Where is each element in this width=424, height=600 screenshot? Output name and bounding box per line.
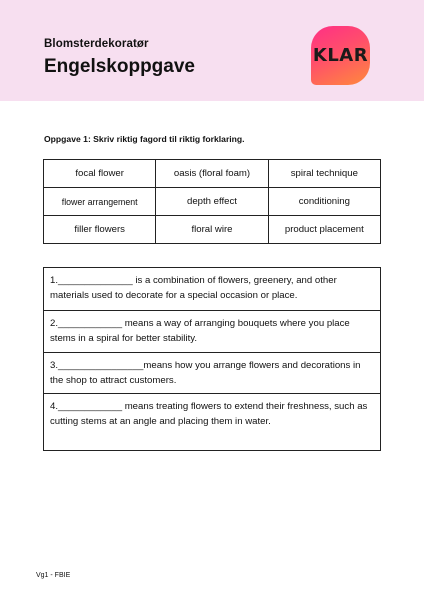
table-row: [44, 188, 381, 216]
klar-logo: [311, 26, 370, 85]
term-cell: focal flower: [44, 160, 156, 188]
task-instruction: Oppgave 1: Skriv riktig fagord til riktig forklaring.: [44, 134, 245, 144]
footer-label: Vg1 - FBIE: [36, 572, 71, 579]
table-row: [44, 160, 381, 188]
table-row: [44, 216, 381, 244]
term-cell: product placement: [268, 216, 380, 244]
terms-table: [43, 159, 381, 244]
term-cell: floral wire: [156, 216, 268, 244]
question-item: 2.____________ means a way of arranging bouquets where you place stems in a spiral for better stability.: [44, 310, 380, 352]
questions-box: [43, 267, 381, 451]
term-cell: depth effect: [156, 188, 268, 216]
term-cell: conditioning: [268, 188, 380, 216]
question-item: 4.____________ means treating flowers to extend their freshness, such as cutting stems at an angle and placing them in water.: [44, 393, 380, 450]
header-banner: [0, 0, 424, 101]
term-cell: filler flowers: [44, 216, 156, 244]
term-cell: flower arrangement: [44, 188, 156, 216]
page-title: Engelskoppgave: [44, 56, 195, 77]
subject-label: Blomsterdekoratør: [44, 38, 149, 50]
question-item: 1.______________ is a combination of flowers, greenery, and other materials used to decorate for a special occasion or place.: [50, 275, 337, 301]
question-item: 3.________________means how you arrange flowers and decorations in the shop to attract customers.: [44, 352, 380, 393]
term-cell: spiral technique: [268, 160, 380, 188]
logo-text: KLAR: [312, 45, 369, 66]
term-cell: oasis (floral foam): [156, 160, 268, 188]
